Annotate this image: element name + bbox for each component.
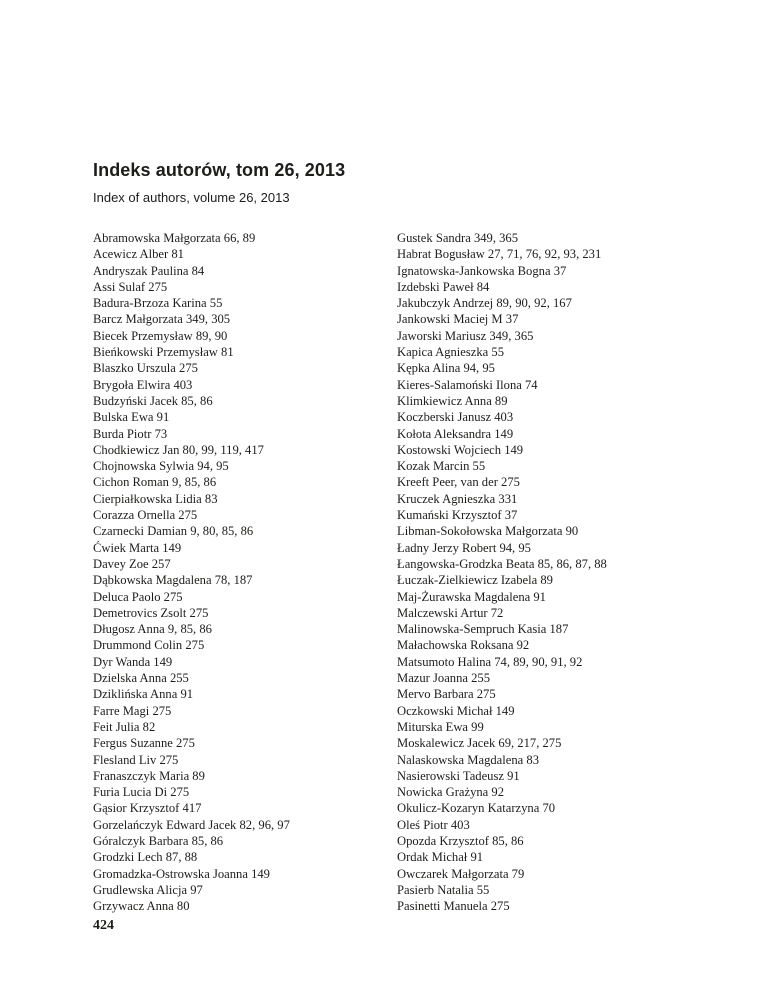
author-entry: Koczberski Janusz 403 (397, 410, 514, 425)
author-entry: Dąbkowska Magdalena 78, 187 (93, 573, 253, 588)
author-list-left (93, 230, 383, 914)
author-entry: Abramowska Małgorzata 66, 89 (93, 231, 256, 245)
author-entry: Kostowski Wojciech 149 (397, 442, 524, 457)
author-entry: Libman-Sokołowska Małgorzata 90 (397, 524, 579, 539)
author-entry: Bieńkowski Przemysław 81 (93, 345, 234, 360)
author-entry: Okulicz-Kozaryn Katarzyna 70 (397, 801, 556, 816)
author-entry: Jakubczyk Andrzej 89, 90, 92, 167 (397, 296, 572, 311)
author-entry: Acewicz Alber 81 (93, 247, 184, 262)
author-entry: Feit Julia 82 (93, 719, 156, 734)
author-entry: Kruczek Agnieszka 331 (397, 491, 518, 506)
author-entry: Długosz Anna 9, 85, 86 (93, 622, 212, 637)
author-entry: Czarnecki Damian 9, 80, 85, 86 (93, 524, 254, 539)
author-entry: Flesland Liv 275 (93, 752, 179, 767)
author-entry: Grudlewska Alicja 97 (93, 882, 203, 897)
author-entry: Jankowski Maciej M 37 (397, 312, 519, 327)
author-entry: Brygoła Elwira 403 (93, 377, 193, 392)
author-entry: Farre Magi 275 (93, 703, 172, 718)
author-list-right (397, 230, 677, 914)
author-entry: Malinowska-Sempruch Kasia 187 (397, 622, 569, 637)
author-entry: Furia Lucia Di 275 (93, 785, 190, 800)
author-entry: Gorzelańczyk Edward Jacek 82, 96, 97 (93, 817, 290, 832)
author-entry: Klimkiewicz Anna 89 (397, 393, 508, 408)
author-entry: Gąsior Krzysztof 417 (93, 801, 202, 816)
author-entry: Jaworski Mariusz 349, 365 (397, 328, 534, 343)
author-entry: Biecek Przemysław 89, 90 (93, 328, 228, 343)
author-entry: Gromadzka-Ostrowska Joanna 149 (93, 866, 270, 881)
author-entry: Drummond Colin 275 (93, 638, 205, 653)
author-entry: Ordak Michał 91 (397, 850, 484, 865)
author-entry: Grzywacz Anna 80 (93, 899, 190, 914)
author-entry: Assi Sulaf 275 (93, 279, 168, 294)
author-entry: Corazza Ornella 275 (93, 508, 198, 523)
author-entry: Andryszak Paulina 84 (93, 263, 205, 278)
author-entry: Kołota Aleksandra 149 (397, 426, 514, 441)
author-entry: Kapica Agnieszka 55 (397, 345, 505, 360)
author-entry: Habrat Bogusław 27, 71, 76, 92, 93, 231 (397, 247, 602, 262)
index-subtitle: Index of authors, volume 26, 2013 (93, 190, 290, 205)
author-entry: Pasinetti Manuela 275 (397, 899, 510, 914)
author-entry: Nowicka Grażyna 92 (397, 785, 505, 800)
author-entry: Budzyński Jacek 85, 86 (93, 393, 213, 408)
author-entry: Dziklińska Anna 91 (93, 687, 194, 702)
author-entry: Małachowska Roksana 92 (397, 638, 530, 653)
author-entry: Moskalewicz Jacek 69, 217, 275 (397, 736, 562, 751)
author-entry: Maj-Żurawska Magdalena 91 (397, 589, 546, 604)
author-entry: Grodzki Lech 87, 88 (93, 850, 198, 865)
author-entry: Owczarek Małgorzata 79 (397, 866, 525, 881)
author-entry: Opozda Krzysztof 85, 86 (397, 833, 524, 848)
author-entry: Nasierowski Tadeusz 91 (397, 768, 520, 783)
author-entry: Nalaskowska Magdalena 83 (397, 752, 539, 767)
author-entry: Ładny Jerzy Robert 94, 95 (397, 540, 531, 555)
author-entry: Izdebski Paweł 84 (397, 279, 490, 294)
author-entry: Chojnowska Sylwia 94, 95 (93, 459, 229, 474)
author-entry: Łuczak-Zielkiewicz Izabela 89 (397, 573, 553, 588)
author-entry: Barcz Małgorzata 349, 305 (93, 312, 231, 327)
author-entry: Łangowska-Grodzka Beata 85, 86, 87, 88 (397, 556, 607, 571)
index-title: Indeks autorów, tom 26, 2013 (93, 160, 346, 180)
author-entry: Badura-Brzoza Karina 55 (93, 296, 223, 311)
author-entry: Ignatowska-Jankowska Bogna 37 (397, 263, 567, 278)
author-entry: Kumański Krzysztof 37 (397, 508, 518, 523)
author-entry: Dyr Wanda 149 (93, 654, 173, 669)
author-entry: Chodkiewicz Jan 80, 99, 119, 417 (93, 442, 264, 457)
author-entry: Oczkowski Michał 149 (397, 703, 515, 718)
page-number: 424 (93, 918, 114, 933)
author-entry: Kieres-Salamoński Ilona 74 (397, 377, 538, 392)
author-entry: Kępka Alina 94, 95 (397, 361, 495, 376)
author-entry: Bulska Ewa 91 (93, 410, 170, 425)
author-entry: Mervo Barbara 275 (397, 687, 496, 702)
author-entry: Gustek Sandra 349, 365 (397, 231, 519, 245)
author-entry: Miturska Ewa 99 (397, 719, 484, 734)
author-entry: Góralczyk Barbara 85, 86 (93, 833, 224, 848)
author-entry: Malczewski Artur 72 (397, 605, 504, 620)
author-entry: Blaszko Urszula 275 (93, 361, 198, 376)
author-entry: Franaszczyk Maria 89 (93, 768, 205, 783)
author-entry: Kreeft Peer, van der 275 (397, 475, 520, 490)
author-entry: Cichon Roman 9, 85, 86 (93, 475, 217, 490)
author-entry: Burda Piotr 73 (93, 426, 168, 441)
author-entry: Matsumoto Halina 74, 89, 90, 91, 92 (397, 654, 583, 669)
author-entry: Demetrovics Zsolt 275 (93, 605, 209, 620)
author-entry: Fergus Suzanne 275 (93, 736, 195, 751)
author-entry: Kozak Marcin 55 (397, 459, 486, 474)
author-entry: Deluca Paolo 275 (93, 589, 183, 604)
author-entry: Pasierb Natalia 55 (397, 882, 490, 897)
author-entry: Oleś Piotr 403 (397, 817, 470, 832)
author-entry: Mazur Joanna 255 (397, 671, 491, 686)
author-entry: Davey Zoe 257 (93, 556, 171, 571)
author-entry: Cierpiałkowska Lidia 83 (93, 491, 218, 506)
author-entry: Dzielska Anna 255 (93, 671, 189, 686)
author-entry: Ćwiek Marta 149 (93, 540, 182, 555)
